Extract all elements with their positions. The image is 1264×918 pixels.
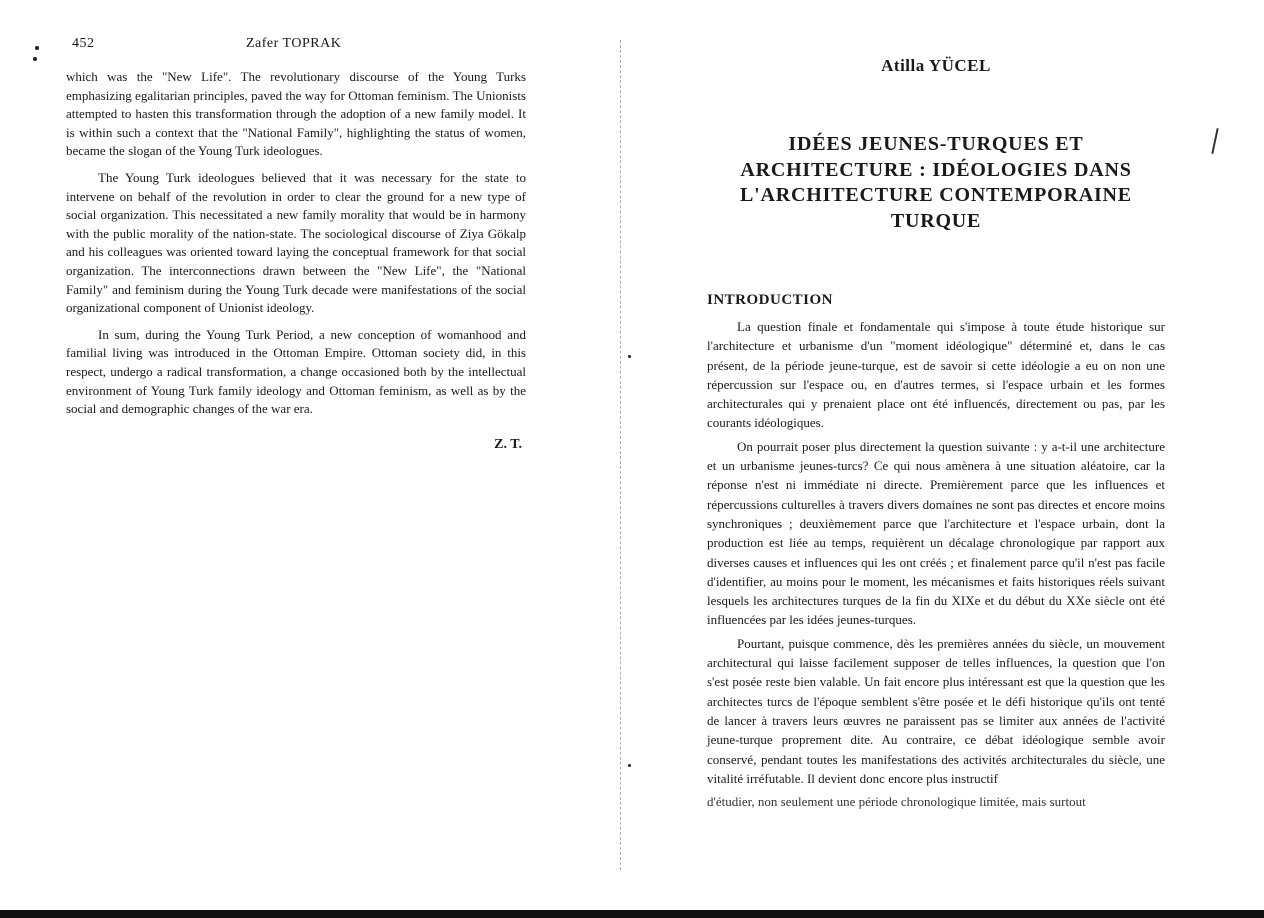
scan-bottom-edge	[0, 910, 1264, 918]
pencil-margin-mark	[1211, 128, 1218, 154]
right-page	[707, 56, 1165, 810]
paragraph: The Young Turk ideologues believed that it was necessary for the state to intervene on behalf of the revolution in order to clear the ground for a new type of social organization. This necessitated a new family morality that would be in harmony with the public morality of the nation-state. The sociological discourse of Ziya Gökalp and his colleagues was oriented toward laying the conceptual framework for that social organization. The interconnections drawn between the "New Life", the "National Family" and feminism during the Young Turk decade were manifestations of the social organizational component of Unionist ideology.	[66, 169, 526, 316]
title-line: L'ARCHITECTURE CONTEMPORAINE	[740, 184, 1132, 206]
paragraph: In sum, during the Young Turk Period, a new conception of womanhood and familial living was introduced in the Ottoman Empire. Ottoman society did, in this respect, undergo a radical transformation, a change occasioned both by the intellectual environment of Young Turk family ideology and Ottoman feminism, as well as by the social and demographic changes of the war era.	[66, 326, 526, 417]
paragraph: which was the "New Life". The revolutionary discourse of the Young Turks emphasizing egalitarian principles, paved the way for Ottoman feminism. The Unionists attempted to hasten this transformation through the adoption of a new family model. It is within such a context that the "National Family", highlighting the status of women, became the slogan of the Young Turk ideologues.	[66, 69, 526, 159]
scan-speck	[35, 46, 39, 50]
running-head-author: Zafer TOPRAK	[246, 36, 342, 51]
paragraph: On pourrait poser plus directement la question suivante : y a-t-il une architecture et un urbanisme jeunes-turcs? Ce qui nous amènera à une situation aléatoire, car la réponse n'est ni immédiate ni directe. Premièrement parce que les influences et répercussions culturelles à travers divers domaines ne sont pas directes et encore moins synchroniques ; deuxièmement parce que l'architecture et l'espace urbain, dont la production est liée au temps, requièrent un décalage chronologique par rapport aux diverses causes et influences qui les ont créés ; et finalement parce qu'il n'est pas facile d'identifier, au moins pour le moment, les mécanismes et faits historiques réels suivant lesquels les architectures turques de la fin du XIXe et du début du XXe siècle ont été influencées par les idées jeunes-turques.	[707, 438, 1165, 628]
page-gutter	[620, 40, 623, 870]
scan-speck	[628, 764, 631, 767]
title-line: TURQUE	[890, 209, 982, 232]
scan-speck	[33, 57, 37, 61]
section-heading: INTRODUCTION	[707, 292, 834, 308]
left-body-text	[66, 68, 526, 419]
article-author: Atilla YÜCEL	[881, 56, 991, 75]
title-line: IDÉES JEUNES-TURQUES ET	[788, 133, 1084, 155]
author-initials: Z. T.	[494, 436, 522, 452]
article-title	[707, 132, 1165, 234]
cutoff-line: d'étudier, non seulement une période chronologique limitée, mais surtout	[707, 794, 1086, 810]
left-page	[66, 36, 526, 453]
running-head	[66, 36, 526, 56]
paragraph: Pourtant, puisque commence, dès les premières années du siècle, un mouvement architectural qui laisse facilement supposer de telles influences, la question que l'on s'est posée reste bien valable. Un fait encore plus intéressant est que la question que les architectes turcs de l'époque semblent s'être posée et le défi historique qu'ils ont tenté de lancer à travers leurs œuvres ne paraissent pas se limiter aux années de l'activité jeune-turque proprement dite. Au contraire, ce débat idéologique semble avoir conservé, pendant toutes les manifestations des activités architecturales du siècle, une vitalité irréfutable. Il devient donc encore plus instructif	[707, 635, 1165, 786]
right-body-text	[707, 317, 1165, 788]
paragraph: La question finale et fondamentale qui s'impose à toute étude historique sur l'architecture et urbanisme d'un "moment idéologique" déterminé et, dans le cas présent, de la période jeune-turque, est de savoir si cette idéologie a eu on non une répercussion sur l'espace ou, en d'autres termes, si l'espace urbain et les formes architecturales qui y prenaient place ont été influencés, directement ou pas, par les courants idéologiques.	[707, 319, 1165, 431]
page-number: 452	[72, 36, 95, 51]
title-line: ARCHITECTURE : IDÉOLOGIES DANS	[740, 158, 1132, 181]
scan-speck	[628, 355, 631, 358]
